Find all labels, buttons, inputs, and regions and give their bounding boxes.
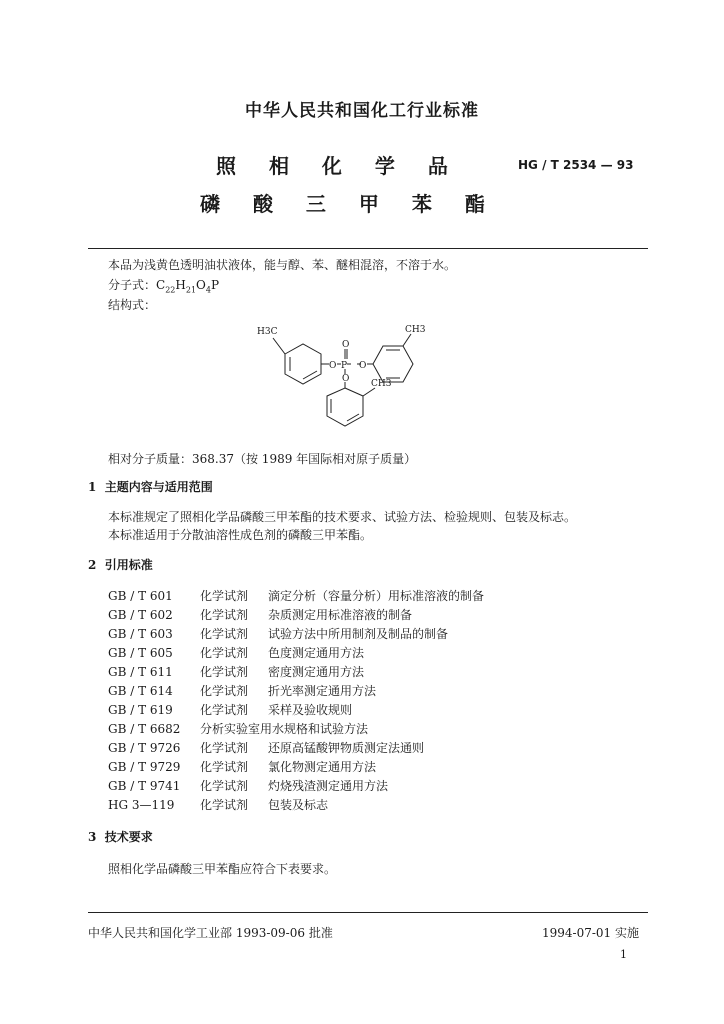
effective-date: 1994-07-01 实施 [542, 926, 640, 940]
reference-row: GB / T 603 化学试剂 试验方法中所用制剂及制品的制备 [108, 627, 449, 641]
ch3-bottom-label: CH3 [371, 379, 392, 389]
right-benzene-ring [373, 346, 413, 382]
h3c-left-label: H3C [257, 327, 278, 337]
o-bottom-label: O [342, 374, 350, 384]
p-atom-label: P [341, 361, 348, 371]
reference-row: GB / T 9726 化学试剂 还原高锰酸钾物质测定法通则 [108, 741, 425, 755]
reference-row: GB / T 602 化学试剂 杂质测定用标准溶液的制备 [108, 608, 413, 622]
reference-row: HG 3—119 化学试剂 包装及标志 [108, 798, 329, 812]
section-1-paragraph-1: 本标准规定了照相化学品磷酸三甲苯酯的技术要求、试验方法、检验规则、包装及标志。 [108, 510, 577, 524]
formula-label: 分子式： [108, 278, 157, 292]
o-right-label: O [359, 361, 367, 371]
section-2-heading: 2 引用标准 [88, 558, 153, 572]
reference-row: GB / T 611 化学试剂 密度测定通用方法 [108, 665, 365, 679]
page-number: 1 [620, 948, 627, 961]
section-3-heading: 3 技术要求 [88, 830, 153, 844]
o-left-label: O [329, 361, 337, 371]
structural-formula-diagram [255, 316, 445, 446]
molecular-weight: 相对分子质量：368.37（按 1989 年国际相对原子质量） [108, 452, 417, 466]
section-1-paragraph-2: 本标准适用于分散油溶性成色剂的磷酸三甲苯酯。 [108, 528, 373, 542]
ch3-right-label: CH3 [405, 325, 426, 335]
approval-line: 中华人民共和国化学工业部 1993-09-06 批准 [88, 926, 333, 940]
footer-divider [88, 912, 648, 913]
o-top-label: O [342, 340, 350, 350]
reference-row: GB / T 614 化学试剂 折光率测定通用方法 [108, 684, 377, 698]
standard-code: HG / T 2534 — 93 [518, 158, 634, 172]
reference-row: GB / T 9741 化学试剂 灼烧残渣测定通用方法 [108, 779, 389, 793]
header-divider [88, 248, 648, 249]
document-title-line1: 照 相 化 学 品 [216, 154, 461, 178]
structure-label: 结构式： [108, 298, 157, 312]
reference-row: GB / T 601 化学试剂 滴定分析（容量分析）用标准溶液的制备 [108, 589, 485, 603]
reference-row: GB / T 605 化学试剂 色度测定通用方法 [108, 646, 365, 660]
document-title-line2: 磷 酸 三 甲 苯 酯 [200, 192, 498, 216]
reference-row: GB / T 6682 分析实验室用水规格和试验方法 [108, 722, 369, 736]
bottom-benzene-ring [327, 388, 363, 426]
reference-row: GB / T 9729 化学试剂 氯化物测定通用方法 [108, 760, 377, 774]
product-description: 本品为浅黄色透明油状液体，能与醇、苯、醚相混溶，不溶于水。 [108, 258, 457, 272]
section-3-paragraph-1: 照相化学品磷酸三甲苯酯应符合下表要求。 [108, 862, 337, 876]
reference-row: GB / T 619 化学试剂 采样及验收规则 [108, 703, 353, 717]
standard-org-header: 中华人民共和国化工行业标准 [245, 101, 479, 121]
molecular-formula: 分子式：$C_{22}H_{21}O_4P$ [108, 278, 220, 295]
section-1-heading: 1 主题内容与适用范围 [88, 480, 213, 494]
